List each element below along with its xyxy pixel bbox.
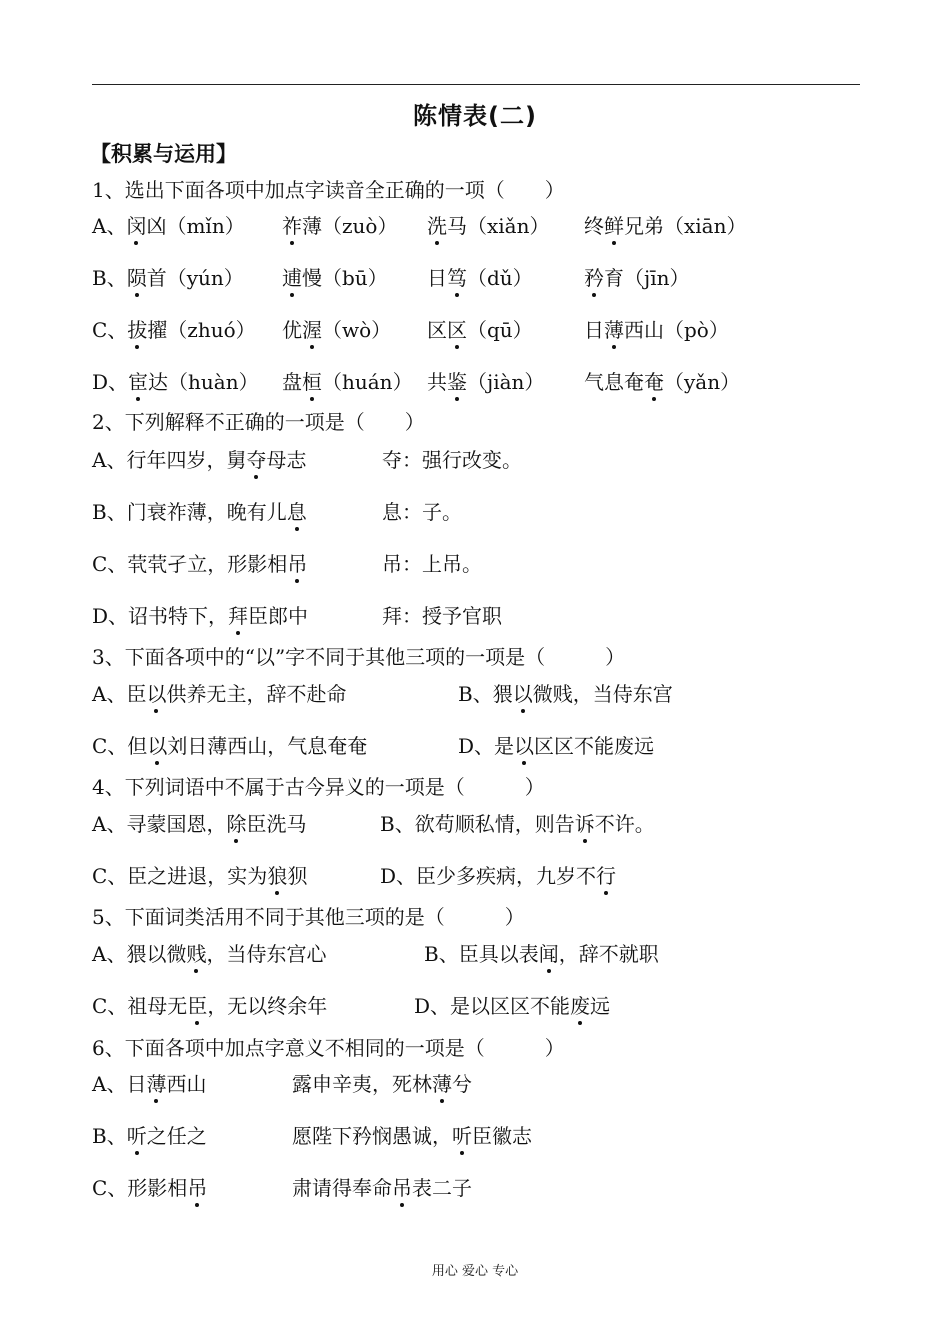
option-text: C、 bbox=[92, 318, 128, 342]
option-cell bbox=[458, 732, 654, 760]
option-text: B、 bbox=[92, 1124, 127, 1148]
question-3-stem: 3、下面各项中的“以”字不同于其他三项的一项是（ ） bbox=[92, 645, 626, 669]
dotted-character: 息 bbox=[286, 500, 307, 524]
option-cell bbox=[92, 862, 307, 890]
option-text: 优 bbox=[282, 318, 302, 342]
option-text: 西山 bbox=[166, 1072, 207, 1096]
dotted-character: 祚 bbox=[282, 214, 302, 238]
option-cell bbox=[282, 316, 391, 344]
dotted-character: 吊 bbox=[287, 552, 308, 576]
option-text: A、臣 bbox=[92, 682, 147, 706]
dotted-character: 笃 bbox=[447, 266, 467, 290]
dotted-character: 诉 bbox=[574, 812, 595, 836]
option-cell bbox=[92, 992, 327, 1020]
option-text: ，当侍东宫心 bbox=[206, 942, 327, 966]
option-text: 露申辛夷，死林 bbox=[292, 1072, 432, 1096]
option-text: 凶（mǐn） bbox=[146, 214, 245, 238]
option-text: D、是以区区不能 bbox=[414, 994, 571, 1018]
option-text: 兄弟（xiān） bbox=[624, 214, 747, 238]
option-text: 马（xiǎn） bbox=[447, 214, 550, 238]
option-cell bbox=[92, 602, 308, 630]
option-text: D、臣少多疾病，九岁不 bbox=[380, 864, 597, 888]
question-6-stem: 6、下面各项中加点字意义不相同的一项是（ ） bbox=[92, 1036, 565, 1060]
option-text: C、但 bbox=[92, 734, 148, 758]
dotted-character: 除 bbox=[226, 812, 247, 836]
dotted-character: 矜 bbox=[584, 266, 604, 290]
option-cell bbox=[380, 810, 655, 838]
option-text: 远 bbox=[590, 994, 611, 1018]
option-cell bbox=[414, 992, 610, 1020]
dotted-character: 吊 bbox=[187, 1176, 208, 1200]
option-cell bbox=[92, 316, 256, 344]
option-text: 首（yún） bbox=[146, 266, 244, 290]
question-2-stem: 2、下列解释不正确的一项是（ ） bbox=[92, 410, 425, 434]
option-cell bbox=[92, 1174, 207, 1202]
dotted-character: 狼 bbox=[267, 864, 288, 888]
option-text: 西山（pò） bbox=[624, 318, 729, 342]
option-cell bbox=[92, 1070, 206, 1098]
option-cell bbox=[292, 1122, 532, 1150]
option-cell bbox=[92, 732, 367, 760]
dotted-character: 宦 bbox=[128, 370, 149, 394]
option-text: （dǔ） bbox=[467, 266, 533, 290]
option-text: 共 bbox=[427, 370, 447, 394]
option-cell bbox=[382, 446, 522, 474]
option-cell bbox=[92, 368, 259, 396]
dotted-character: 拔 bbox=[127, 318, 148, 342]
option-cell bbox=[282, 368, 413, 396]
option-text: 慢（bū） bbox=[302, 266, 388, 290]
option-text: B、门衰祚薄，晚有儿 bbox=[92, 500, 287, 524]
dotted-character: 逋 bbox=[282, 266, 302, 290]
option-text: 狈 bbox=[287, 864, 308, 888]
question-4-stem: 4、下列词语中不属于古今异义的一项是（ ） bbox=[92, 775, 545, 799]
option-text: 达（huàn） bbox=[148, 370, 259, 394]
dotted-character: 拜 bbox=[228, 604, 249, 628]
dotted-character: 陨 bbox=[126, 266, 147, 290]
option-text: B、欲苟顺私情，则告 bbox=[380, 812, 575, 836]
option-text: C、祖母无 bbox=[92, 994, 188, 1018]
dotted-character: 听 bbox=[452, 1124, 472, 1148]
option-text: （wò） bbox=[322, 318, 392, 342]
dotted-character: 废 bbox=[570, 994, 591, 1018]
option-text: ，无以终余年 bbox=[207, 994, 328, 1018]
option-text: 夺：强行改变。 bbox=[382, 448, 522, 472]
option-text: ，辞不就职 bbox=[558, 942, 659, 966]
option-cell bbox=[382, 498, 462, 526]
dotted-character: 以 bbox=[147, 734, 168, 758]
option-text: 刘日薄西山，气息奄奄 bbox=[167, 734, 368, 758]
dotted-character: 以 bbox=[146, 682, 167, 706]
option-cell bbox=[92, 498, 307, 526]
question-1-stem: 1、选出下面各项中加点字读音全正确的一项（ ） bbox=[92, 178, 565, 202]
option-cell bbox=[427, 212, 549, 240]
option-cell bbox=[584, 316, 729, 344]
dotted-character: 薄 bbox=[432, 1072, 452, 1096]
option-cell bbox=[380, 862, 616, 890]
dotted-character: 臣 bbox=[187, 994, 208, 1018]
option-cell bbox=[92, 550, 307, 578]
option-text: 日 bbox=[427, 266, 447, 290]
dotted-character: 以 bbox=[512, 682, 533, 706]
option-cell bbox=[292, 1070, 472, 1098]
page-title: 陈情表(二) bbox=[413, 102, 537, 130]
option-text: C、臣之进退，实为 bbox=[92, 864, 268, 888]
dotted-character: 以 bbox=[514, 734, 535, 758]
option-cell bbox=[282, 212, 397, 240]
option-text: B、猥 bbox=[458, 682, 513, 706]
dotted-character: 区 bbox=[447, 318, 467, 342]
dotted-character: 渥 bbox=[302, 318, 322, 342]
option-cell bbox=[382, 550, 482, 578]
dotted-character: 贱 bbox=[186, 942, 207, 966]
dotted-character: 听 bbox=[126, 1124, 147, 1148]
dotted-character: 洗 bbox=[427, 214, 447, 238]
option-text: 母志 bbox=[266, 448, 307, 472]
option-cell bbox=[92, 810, 306, 838]
option-cell bbox=[427, 264, 533, 292]
option-text: （yǎn） bbox=[664, 370, 741, 394]
option-cell bbox=[92, 264, 244, 292]
option-text: A、日 bbox=[92, 1072, 147, 1096]
option-text: 擢（zhuó） bbox=[147, 318, 256, 342]
option-cell bbox=[458, 680, 673, 708]
dotted-character: 行 bbox=[596, 864, 617, 888]
option-text: （jiàn） bbox=[467, 370, 545, 394]
dotted-character: 薄 bbox=[604, 318, 624, 342]
option-text: 愿陛下矜悯愚诚， bbox=[292, 1124, 452, 1148]
dotted-character: 鲜 bbox=[604, 214, 624, 238]
dotted-character: 夺 bbox=[246, 448, 267, 472]
option-text: 终 bbox=[584, 214, 604, 238]
option-text: 供养无主，辞不赴命 bbox=[166, 682, 347, 706]
option-cell bbox=[92, 446, 306, 474]
dotted-character: 闻 bbox=[538, 942, 559, 966]
dotted-character: 吊 bbox=[392, 1176, 412, 1200]
section-heading: 【积累与运用】 bbox=[90, 142, 237, 166]
option-text: C、茕茕孑立，形影相 bbox=[92, 552, 288, 576]
option-text: 臣徽志 bbox=[472, 1124, 532, 1148]
option-text: 微贱，当侍东宫 bbox=[532, 682, 673, 706]
option-text: A、行年四岁，舅 bbox=[92, 448, 247, 472]
option-cell bbox=[92, 940, 326, 968]
option-text: （qū） bbox=[467, 318, 533, 342]
option-cell bbox=[92, 680, 346, 708]
option-text: 拜：授予官职 bbox=[382, 604, 502, 628]
option-text: 育（jīn） bbox=[604, 266, 690, 290]
option-text: A、猥以微 bbox=[92, 942, 187, 966]
option-text: D、是 bbox=[458, 734, 515, 758]
option-text: （huán） bbox=[322, 370, 413, 394]
question-5-stem: 5、下面词类活用不同于其他三项的是（ ） bbox=[92, 905, 525, 929]
dotted-character: 桓 bbox=[302, 370, 322, 394]
option-cell bbox=[584, 212, 746, 240]
option-text: C、形影相 bbox=[92, 1176, 188, 1200]
option-text: D、诏书特下， bbox=[92, 604, 229, 628]
option-text: 薄（zuò） bbox=[302, 214, 398, 238]
dotted-character: 奄 bbox=[644, 370, 664, 394]
option-text: 臣郎中 bbox=[248, 604, 309, 628]
option-cell bbox=[382, 602, 502, 630]
option-text: A、 bbox=[92, 214, 127, 238]
option-text: 盘 bbox=[282, 370, 302, 394]
option-cell bbox=[427, 368, 544, 396]
option-text: 肃请得奉命 bbox=[292, 1176, 392, 1200]
option-cell bbox=[92, 212, 245, 240]
option-text: 表二子 bbox=[412, 1176, 472, 1200]
dotted-character: 闵 bbox=[126, 214, 147, 238]
option-text: 兮 bbox=[452, 1072, 472, 1096]
option-cell bbox=[427, 316, 533, 344]
option-text: D、 bbox=[92, 370, 129, 394]
header-rule bbox=[92, 84, 860, 85]
option-cell bbox=[292, 1174, 472, 1202]
option-text: 气息奄 bbox=[584, 370, 644, 394]
option-text: 日 bbox=[584, 318, 604, 342]
option-text: 息：子。 bbox=[382, 500, 462, 524]
option-text: B、 bbox=[92, 266, 127, 290]
option-text: 不许。 bbox=[594, 812, 655, 836]
option-cell bbox=[584, 264, 689, 292]
option-text: 臣洗马 bbox=[246, 812, 307, 836]
option-cell bbox=[424, 940, 659, 968]
option-cell bbox=[92, 1122, 207, 1150]
option-text: 之任之 bbox=[146, 1124, 207, 1148]
option-text: 区 bbox=[427, 318, 447, 342]
option-text: A、寻蒙国恩， bbox=[92, 812, 227, 836]
option-cell bbox=[584, 368, 740, 396]
option-text: 区区不能废远 bbox=[534, 734, 655, 758]
dotted-character: 鉴 bbox=[447, 370, 467, 394]
option-text: 吊：上吊。 bbox=[382, 552, 482, 576]
page-footer: 用心 爱心 专心 bbox=[431, 1264, 519, 1279]
dotted-character: 薄 bbox=[146, 1072, 167, 1096]
option-cell bbox=[282, 264, 388, 292]
option-text: B、臣具以表 bbox=[424, 942, 539, 966]
